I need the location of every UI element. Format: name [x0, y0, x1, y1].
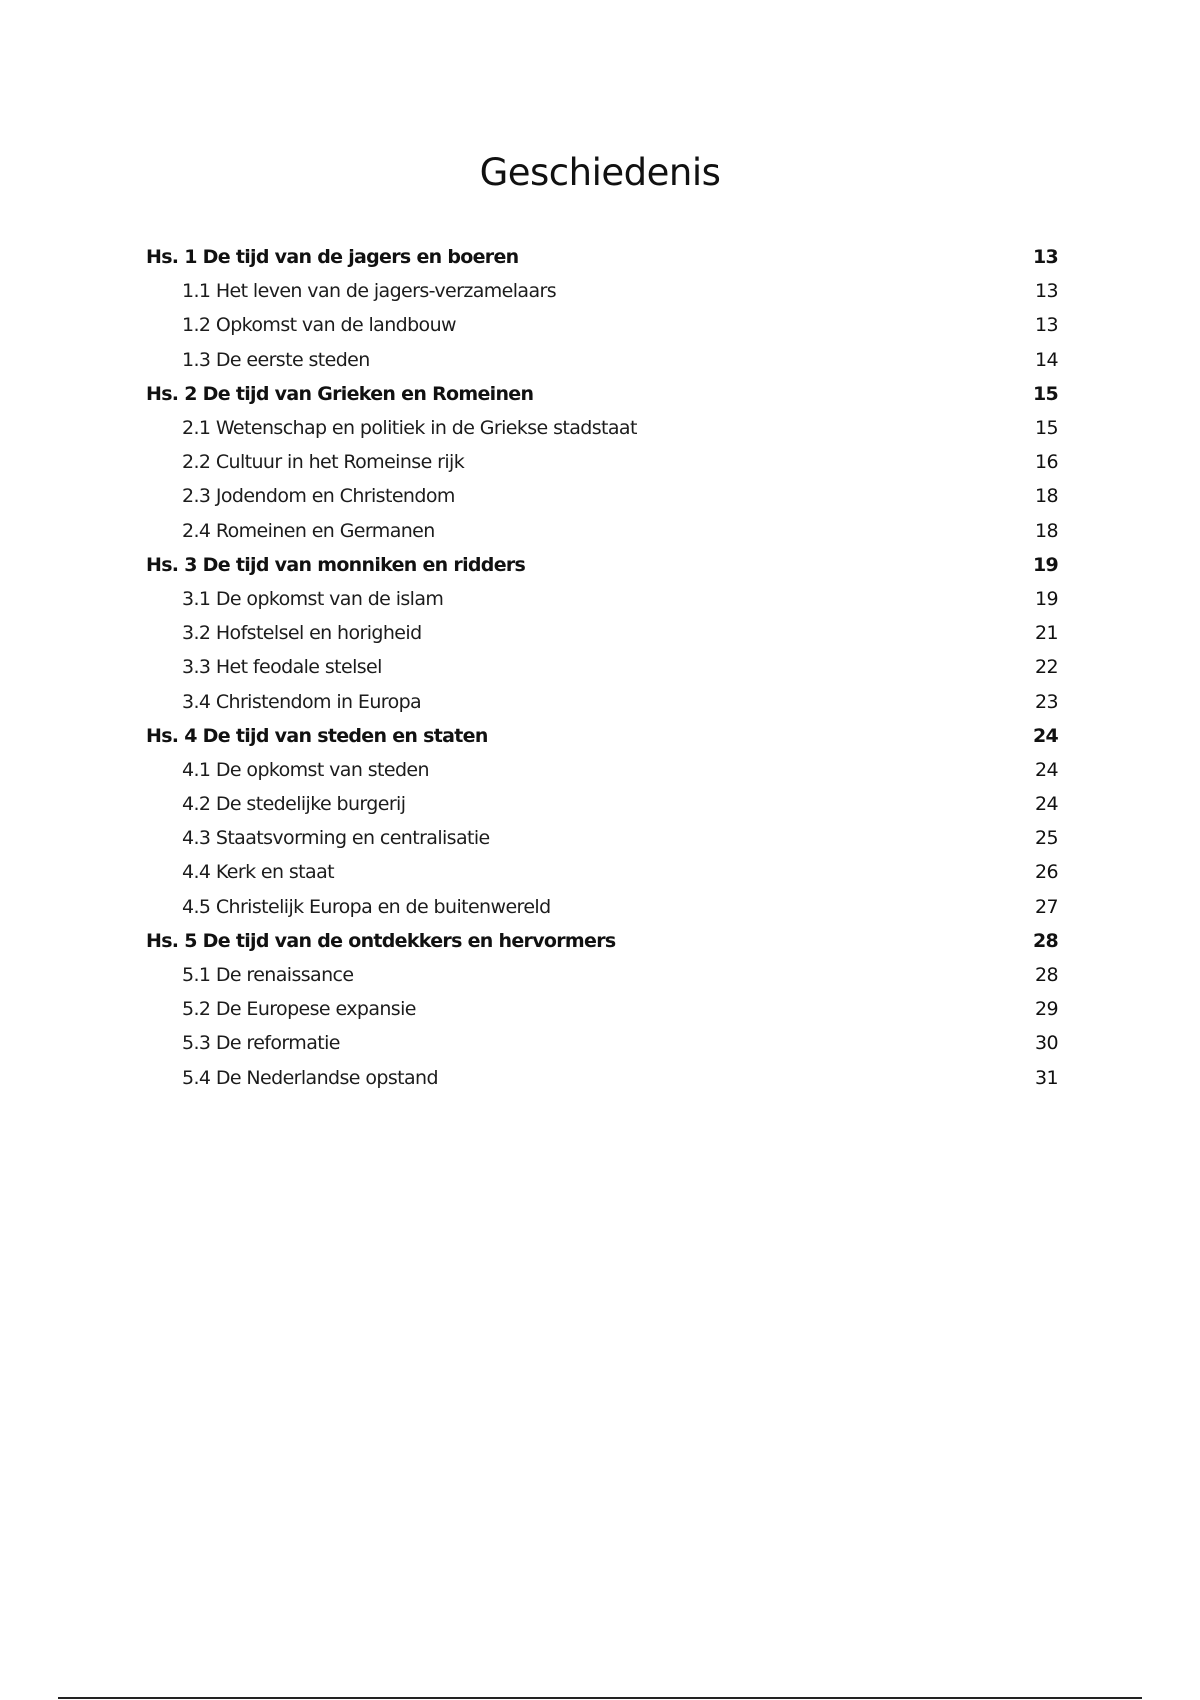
- page-title: Geschiedenis: [479, 151, 721, 194]
- toc-page-number: 29: [1035, 998, 1058, 1021]
- toc-page-number: 27: [1035, 895, 1058, 918]
- toc-chapter-label: Hs. 1 De tijd van de jagers en boeren: [146, 246, 519, 269]
- toc-section-label: 5.3 De reformatie: [182, 1032, 340, 1055]
- toc-section-row[interactable]: [146, 821, 1058, 855]
- toc-page-number: 24: [1035, 758, 1058, 781]
- toc-section-label: 4.2 De stedelijke burgerij: [182, 793, 406, 816]
- toc-section-row[interactable]: [146, 616, 1058, 650]
- toc-page-number: 25: [1035, 827, 1058, 850]
- toc-section-label: 2.2 Cultuur in het Romeinse rijk: [182, 451, 465, 474]
- toc-page-number: 13: [1032, 246, 1058, 269]
- toc-page-number: 19: [1035, 587, 1058, 610]
- toc-section-label: 5.2 De Europese expansie: [182, 998, 416, 1021]
- toc-section-label: 3.1 De opkomst van de islam: [182, 587, 444, 610]
- toc-section-row[interactable]: [146, 855, 1058, 889]
- toc-page-number: 24: [1035, 793, 1058, 816]
- toc-chapter-row[interactable]: [146, 548, 1058, 582]
- toc-page-number: 14: [1035, 348, 1058, 371]
- toc-page-number: 30: [1035, 1032, 1058, 1055]
- toc-page-number: 28: [1032, 929, 1058, 952]
- toc-section-label: 4.3 Staatsvorming en centralisatie: [182, 827, 490, 850]
- toc-page-number: 15: [1035, 417, 1058, 440]
- toc-page-number: 18: [1035, 519, 1058, 542]
- toc-page-number: 24: [1032, 724, 1058, 747]
- toc-page-number: 13: [1035, 280, 1058, 303]
- toc-section-row[interactable]: [146, 787, 1058, 821]
- toc-page-number: 23: [1035, 690, 1058, 713]
- toc-section-label: 5.4 De Nederlandse opstand: [182, 1066, 438, 1089]
- toc-page-number: 28: [1035, 964, 1058, 987]
- toc-chapter-row[interactable]: [146, 377, 1058, 411]
- toc-section-row[interactable]: [146, 890, 1058, 924]
- toc-section-row[interactable]: [146, 445, 1058, 479]
- bottom-divider: [58, 1697, 1142, 1699]
- toc-chapter-row[interactable]: [146, 719, 1058, 753]
- toc-section-row[interactable]: [146, 308, 1058, 342]
- toc-page-number: 26: [1035, 861, 1058, 884]
- toc-section-label: 3.3 Het feodale stelsel: [182, 656, 382, 679]
- toc-page-number: 16: [1035, 451, 1058, 474]
- toc-section-label: 2.4 Romeinen en Germanen: [182, 519, 435, 542]
- toc-page-number: 18: [1035, 485, 1058, 508]
- toc-section-label: 4.1 De opkomst van steden: [182, 758, 429, 781]
- toc-section-row[interactable]: [146, 753, 1058, 787]
- toc-page-number: 19: [1032, 553, 1058, 576]
- toc-chapter-label: Hs. 4 De tijd van steden en staten: [146, 724, 488, 747]
- toc-section-row[interactable]: [146, 650, 1058, 684]
- toc-section-row[interactable]: [146, 479, 1058, 513]
- toc-section-row[interactable]: [146, 1061, 1058, 1095]
- toc-section-row[interactable]: [146, 684, 1058, 718]
- toc-section-row[interactable]: [146, 958, 1058, 992]
- toc-chapter-row[interactable]: [146, 924, 1058, 958]
- toc-section-row[interactable]: [146, 992, 1058, 1026]
- toc-section-label: 5.1 De renaissance: [182, 964, 354, 987]
- toc-chapter-row[interactable]: [146, 240, 1058, 274]
- toc-page-number: 22: [1035, 656, 1058, 679]
- toc-section-row[interactable]: [146, 514, 1058, 548]
- toc-section-row[interactable]: [146, 411, 1058, 445]
- toc-section-row[interactable]: [146, 343, 1058, 377]
- toc-chapter-label: Hs. 5 De tijd van de ontdekkers en hervormers: [146, 929, 616, 952]
- toc-section-label: 3.4 Christendom in Europa: [182, 690, 422, 713]
- toc-section-label: 2.1 Wetenschap en politiek in de Griekse stadstaat: [182, 417, 637, 440]
- toc-section-label: 3.2 Hofstelsel en horigheid: [182, 622, 422, 645]
- toc-chapter-label: Hs. 3 De tijd van monniken en ridders: [146, 553, 526, 576]
- toc-page-number: 31: [1035, 1066, 1058, 1089]
- table-of-contents: [146, 240, 1058, 1095]
- toc-page-number: 21: [1035, 622, 1058, 645]
- toc-section-row[interactable]: [146, 274, 1058, 308]
- toc-section-label: 1.3 De eerste steden: [182, 348, 370, 371]
- toc-page-number: 13: [1035, 314, 1058, 337]
- toc-section-label: 4.5 Christelijk Europa en de buitenwereld: [182, 895, 551, 918]
- toc-section-label: 4.4 Kerk en staat: [182, 861, 334, 884]
- toc-page-number: 15: [1032, 382, 1058, 405]
- toc-section-label: 1.2 Opkomst van de landbouw: [182, 314, 456, 337]
- toc-section-label: 1.1 Het leven van de jagers-verzamelaars: [182, 280, 557, 303]
- toc-section-row[interactable]: [146, 582, 1058, 616]
- toc-section-label: 2.3 Jodendom en Christendom: [182, 485, 455, 508]
- toc-section-row[interactable]: [146, 1026, 1058, 1060]
- toc-chapter-label: Hs. 2 De tijd van Grieken en Romeinen: [146, 382, 534, 405]
